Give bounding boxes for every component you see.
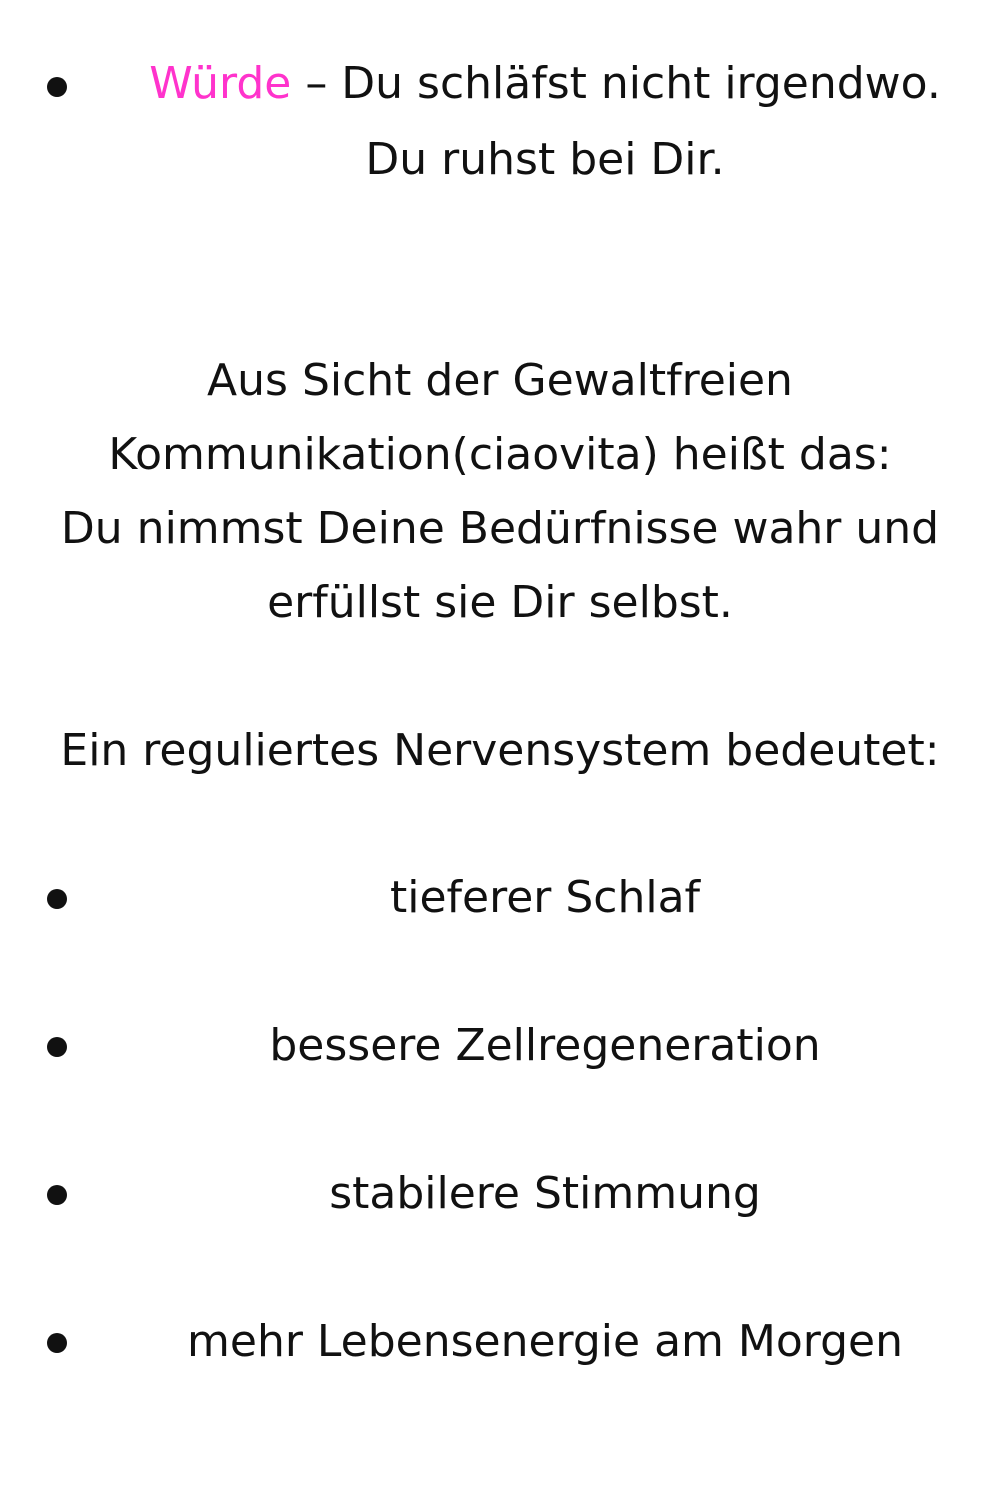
bullet-icon — [47, 77, 67, 97]
intro-line-1-rest: – Du schläfst nicht irgendwo. — [291, 58, 941, 109]
list-item-label: bessere Zellregeneration — [269, 1020, 821, 1071]
list-item — [0, 1156, 1000, 1232]
list-item-label: tieferer Schlaf — [389, 872, 701, 923]
list-item — [0, 1304, 1000, 1380]
list-item — [0, 860, 1000, 936]
paragraph-line: Du nimmst Deine Bedürfnisse wahr und — [60, 503, 940, 554]
list-item — [0, 1008, 1000, 1084]
list-item-label: mehr Lebensenergie am Morgen — [187, 1316, 903, 1367]
paragraph-line: erfüllst sie Dir selbst. — [267, 577, 733, 628]
list-item-label: stabilere Stimmung — [329, 1168, 761, 1219]
bullet-icon — [47, 889, 67, 909]
section-heading: Ein reguliertes Nervensystem bedeutet: — [60, 725, 940, 776]
intro-line-1 — [90, 46, 1000, 122]
bullet-icon — [47, 1185, 67, 1205]
intro-list-item — [0, 46, 1000, 206]
intro-line-2: Du ruhst bei Dir. — [365, 134, 725, 185]
keyword-highlight: Würde — [149, 58, 292, 109]
paragraph-line: Kommunikation(ciaovita) heißt das: — [108, 429, 892, 480]
bullet-icon — [47, 1037, 67, 1057]
paragraph-line: Aus Sicht der Gewaltfreien — [207, 355, 793, 406]
bullet-icon — [47, 1333, 67, 1353]
